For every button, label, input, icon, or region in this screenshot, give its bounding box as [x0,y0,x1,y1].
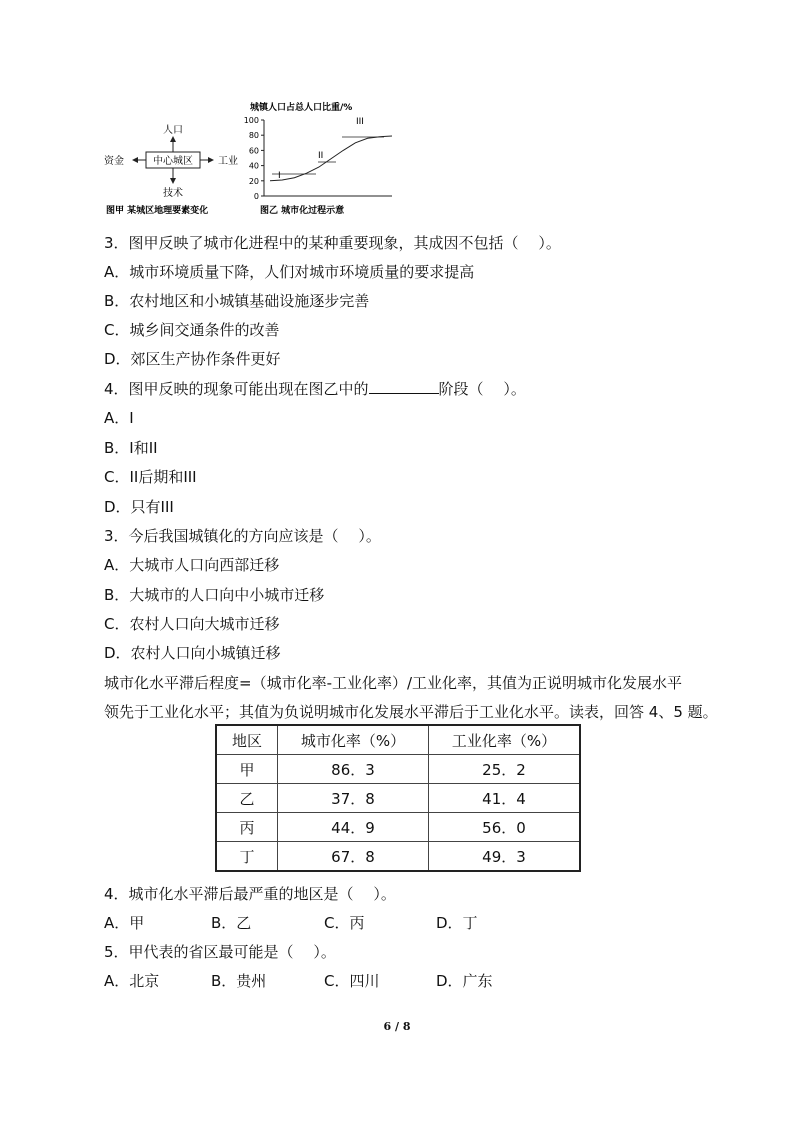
table-cell: 甲 [216,755,278,784]
q3b-option-c: C．农村人口向大城市迁移 [104,615,280,633]
intro-line-2: 领先于工业化水平；其值为负说明城市化发展水平滞后于工业化水平。读表，回答 4、5 题。 [104,703,718,721]
arrow-left-head [132,157,138,163]
arrow-up-head [170,136,176,142]
q4b-option-c: C．丙 [324,914,365,932]
q3a-option-c: C．城乡间交通条件的改善 [104,321,280,339]
q3b-stem: 3．今后我国城镇化的方向应该是（ ）。 [104,527,381,545]
y-tick-label: 100 [243,116,259,125]
q4a-option-a: A．I [104,409,134,427]
q4b-option-d: D．丁 [436,914,478,932]
left-label: 资金 [104,156,124,167]
table-cell: 乙 [216,784,278,813]
table-row [216,784,580,813]
q4a-option-d: D．只有III [104,498,174,516]
y-tick-label: 60 [248,146,259,156]
q5-option-d: D．广东 [436,972,493,990]
table-cell: 44．9 [278,813,429,842]
q5-option-a: A．北京 [104,972,160,990]
answer-blank [369,379,439,394]
data-table [215,724,581,872]
top-label: 人口 [163,125,183,136]
q3b-option-d: D．农村人口向小城镇迁移 [104,644,281,662]
q5-option-c: C．四川 [324,972,380,990]
figure-b-chart [244,101,392,216]
table-cell: 67．8 [278,842,429,872]
figures [100,98,400,220]
right-label: 工业 [218,156,238,167]
q3a-option-d: D．郊区生产协作条件更好 [104,350,281,368]
table-header: 地区 [216,725,278,755]
stage-ii-label: II [318,151,324,161]
table-header: 城市化率（%） [278,725,429,755]
stage-iii-label: III [356,117,364,127]
table-header: 工业化率（%） [429,725,581,755]
q3a-stem: 3．图甲反映了城市化进程中的某种重要现象，其成因不包括（ ）。 [104,234,561,252]
table-header-row [216,725,580,755]
figures-svg [100,98,400,220]
table-cell: 49．3 [429,842,581,872]
q5-option-b: B．贵州 [211,972,267,990]
q3b-option-b: B．大城市的人口向中小城市迁移 [104,586,325,604]
y-tick-label: 0 [253,192,259,201]
table-cell: 丙 [216,813,278,842]
table-cell: 37．8 [278,784,429,813]
q4b-option-b: B．乙 [211,914,252,932]
q4a-option-c: C．II后期和III [104,468,197,486]
figure-b-caption: 图乙 城市化过程示意 [260,206,345,216]
bottom-label: 技术 [163,188,183,199]
table-cell: 41．4 [429,784,581,813]
table-cell: 56．0 [429,813,581,842]
table-cell: 25．2 [429,755,581,784]
q4b-options [104,913,478,933]
q4a-stem [104,379,526,399]
q4a-stem-after: 阶段（ ）。 [438,380,526,398]
figure-a-diagram [104,123,238,216]
table-row [216,813,580,842]
y-tick-label: 80 [248,131,259,141]
y-ticks [244,116,264,201]
y-tick-label: 40 [248,161,259,171]
q5-stem: 5．甲代表的省区最可能是（ ）。 [104,943,336,961]
q3b-option-a: A．大城市人口向西部迁移 [104,556,280,574]
table-cell: 丁 [216,842,278,872]
table-cell: 86．3 [278,755,429,784]
q4a-stem-before: 4．图甲反映的现象可能出现在图乙中的 [104,380,369,398]
center-label: 中心城区 [153,156,193,167]
q5-options [104,971,493,991]
figure-a-caption: 图甲 某城区地理要素变化 [106,206,209,216]
q4b-option-a: A．甲 [104,914,145,932]
stage-i-label: I [278,171,281,181]
y-tick-label: 20 [248,176,259,186]
q4a-option-b: B．I和II [104,439,158,457]
intro-line-1: 城市化水平滞后程度=（城市化率-工业化率）/工业化率，其值为正说明城市化发展水平 [104,674,683,692]
arrow-right-head [208,157,214,163]
arrow-down-head [170,178,176,184]
table-row [216,755,580,784]
q4b-stem: 4．城市化水平滞后最严重的地区是（ ）。 [104,885,396,903]
q3a-option-a: A．城市环境质量下降，人们对城市环境质量的要求提高 [104,263,475,281]
chart-title: 城镇人口占总人口比重/% [250,103,353,113]
q3a-option-b: B．农村地区和小城镇基础设施逐步完善 [104,292,370,310]
page-number: 6 / 8 [383,1020,411,1033]
table-row [216,842,580,872]
